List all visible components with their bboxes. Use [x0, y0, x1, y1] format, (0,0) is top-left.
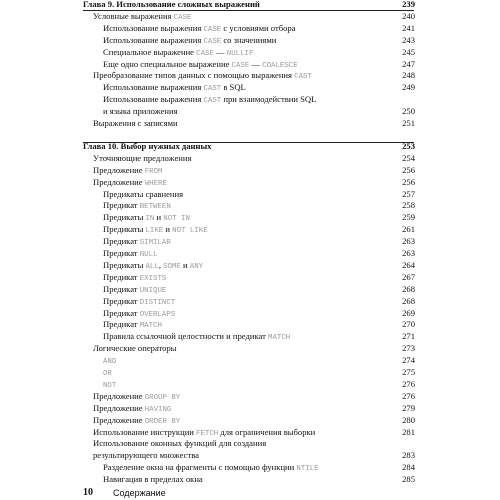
toc-text-part: Преобразование типов данных с помощью выражения	[93, 70, 295, 81]
toc-entry-title	[93, 342, 177, 354]
toc-text-part: Предикат	[103, 248, 140, 258]
toc-entry	[0, 117, 500, 129]
toc-entry	[0, 34, 500, 46]
toc-text-part: Глава 9. Использование сложных выражений	[83, 0, 260, 9]
sql-keyword: CASE	[173, 13, 192, 22]
toc-text-part: Предикат	[103, 295, 140, 306]
sql-keyword: NULLIF	[226, 49, 254, 58]
sql-keyword: CAST	[203, 85, 222, 94]
toc-text-part: Предложение	[93, 402, 145, 413]
toc-entry	[0, 473, 500, 485]
footer-section-label: Содержание	[113, 488, 166, 498]
toc-text-part: Использование оконных функций для создания	[93, 438, 267, 449]
toc-entry-title	[103, 188, 183, 200]
sql-keyword: NOT	[103, 381, 117, 390]
toc-page-number: 239	[402, 0, 415, 9]
chapter-10-rule	[83, 142, 414, 143]
toc-page-number: 241	[402, 22, 415, 33]
sql-keyword: NOT IN	[163, 215, 190, 224]
toc-text-part: Уточняющие предложения	[93, 152, 192, 163]
sql-keyword: COALESCE	[262, 61, 298, 70]
toc-page-number: 254	[402, 152, 415, 163]
toc-text-part: Предложение	[93, 164, 145, 175]
toc-page-number: 257	[402, 188, 415, 199]
sql-keyword: MATCH	[268, 334, 291, 343]
toc-text-part: для ограничения выборки	[218, 426, 316, 437]
toc-entry-title	[83, 0, 260, 10]
toc-chapter-heading	[0, 0, 500, 10]
toc-text-part: Использование выражения	[103, 94, 204, 105]
toc-page-number: 263	[402, 248, 415, 258]
toc-entry	[0, 93, 500, 105]
toc-text-part: и	[180, 259, 190, 270]
toc-text-part: с условиями отбора	[221, 22, 296, 33]
toc-page-number: 256	[402, 176, 415, 187]
toc-page-number: 261	[402, 224, 415, 235]
toc-entry	[0, 235, 500, 247]
toc-entry	[0, 449, 500, 461]
toc-entry	[0, 58, 500, 70]
toc-page-number: 279	[402, 402, 415, 413]
toc-text-part: Условные выражения	[93, 10, 174, 21]
sql-keyword: SIMILAR	[139, 239, 171, 248]
toc-text-part: Предикат	[103, 236, 140, 247]
toc-text-part: Еще одно специальное выражение	[103, 58, 232, 69]
sql-keyword: CAST	[294, 73, 312, 82]
toc-text-part: Глава 10. Выбор нужных данных	[83, 140, 212, 151]
toc-entry	[0, 259, 500, 271]
toc-text-part: Предикат	[103, 307, 140, 318]
toc-entry	[0, 318, 500, 330]
sql-keyword: SOME	[163, 262, 181, 271]
toc-entry	[0, 10, 500, 22]
toc-page-number: 270	[402, 319, 415, 330]
toc-page-number: 251	[402, 118, 415, 128]
toc-text-part: —	[213, 46, 227, 57]
toc-text-part: при взаимодействии SQL	[221, 94, 317, 105]
sql-keyword: NOT LIKE	[172, 227, 208, 236]
toc-page-number: 263	[402, 236, 415, 247]
sql-keyword: CAST	[203, 97, 222, 106]
sql-keyword: GROUP BY	[144, 393, 181, 402]
toc-text-part: —	[249, 58, 263, 69]
toc-entry	[0, 295, 500, 307]
chapter-9-rule	[83, 10, 414, 11]
toc-entry	[0, 307, 500, 319]
toc-text-part: Использование выражения	[103, 34, 204, 45]
sql-keyword: CASE	[231, 61, 250, 70]
toc-page-number: 247	[402, 58, 415, 69]
sql-keyword: ORDER BY	[144, 417, 181, 426]
sql-keyword: AND	[103, 358, 117, 367]
sql-keyword: ANY	[189, 262, 204, 271]
toc-text-part: ,	[158, 259, 164, 270]
sql-keyword: MATCH	[139, 322, 162, 331]
toc-text-part: в SQL	[221, 82, 246, 93]
toc-page-number: 273	[402, 343, 415, 354]
toc-entry	[0, 81, 500, 93]
toc-text-part: Использование инструкции	[93, 426, 197, 437]
toc-page-number: 283	[402, 450, 415, 461]
toc-text-part: Предикаты	[103, 212, 146, 223]
toc-page-number: 240	[402, 10, 415, 21]
toc-page-number: 259	[402, 212, 415, 223]
sql-keyword: CASE	[196, 49, 214, 58]
toc-entry	[0, 283, 500, 295]
toc-entry-title	[103, 473, 203, 485]
toc-text-part: Специальное выражение	[103, 46, 197, 57]
toc-page-number: 275	[402, 367, 415, 377]
sql-keyword: NTILE	[296, 465, 319, 474]
sql-keyword: CASE	[203, 37, 222, 46]
toc-text-part: Предложение	[93, 176, 145, 187]
toc-page-number: 267	[402, 271, 415, 282]
toc-page-number: 245	[402, 46, 415, 57]
toc-page-number: 258	[402, 200, 415, 211]
toc-entry	[0, 402, 500, 414]
toc-entry	[0, 105, 500, 117]
toc-text-part: и	[154, 212, 164, 223]
toc-entry	[0, 247, 500, 259]
toc-entry	[0, 211, 500, 223]
toc-text-part: Выражения с записями	[93, 118, 178, 128]
toc-entry	[0, 22, 500, 34]
toc-entry	[0, 152, 500, 164]
toc-page-number: 280	[402, 414, 415, 425]
sql-keyword: DISTINCT	[139, 298, 176, 307]
toc-text-part: Предикаты	[103, 224, 146, 235]
sql-keyword: LIKE	[145, 227, 164, 236]
toc-entry	[0, 46, 500, 58]
toc-entry	[0, 426, 500, 438]
sql-keyword: BETWEEN	[139, 203, 171, 212]
toc-entry	[0, 354, 500, 366]
toc-entry-title	[93, 449, 199, 461]
toc-entry	[0, 199, 500, 211]
toc-page-number: 248	[402, 70, 415, 81]
footer-page-number: 10	[83, 487, 93, 498]
sql-keyword: UNIQUE	[139, 286, 167, 295]
toc-text-part: Использование выражения	[103, 22, 204, 33]
sql-keyword: OR	[103, 370, 112, 378]
toc-text-part: Использование выражения	[103, 82, 204, 93]
toc-entry-title	[93, 117, 178, 129]
toc-text-part: и	[163, 224, 173, 235]
toc-page-number: 268	[402, 283, 415, 294]
toc-entry-title	[93, 152, 191, 164]
toc-page-number: 285	[402, 474, 415, 485]
toc-page-number: 268	[402, 295, 415, 306]
toc-entry	[0, 164, 500, 176]
toc-text-part: Предикат	[103, 271, 140, 282]
toc-entry	[0, 69, 500, 81]
toc-text-part: Правила ссылочной целостности и предикат	[103, 331, 269, 342]
toc-text-part: Предикаты сравнения	[103, 188, 184, 199]
toc-text-part: Предикат	[103, 319, 140, 330]
toc-page-number: 281	[402, 426, 415, 437]
toc-page-number: 269	[402, 307, 415, 318]
toc-entry	[0, 342, 500, 354]
toc-page-number: 243	[402, 34, 415, 45]
toc-text-part: со значениями	[221, 34, 277, 45]
toc-entry-title	[93, 437, 266, 449]
toc-page-number: 284	[402, 462, 415, 473]
toc-text-part: Логические операторы	[93, 343, 177, 354]
toc-entry-title	[103, 105, 178, 117]
toc-page-number: 271	[402, 331, 415, 342]
sql-keyword: FROM	[144, 167, 163, 176]
sql-keyword: NULL	[139, 251, 158, 259]
sql-keyword: HAVING	[144, 405, 172, 414]
toc-text-part: результирующего множества	[93, 450, 199, 461]
toc-page-number: 274	[402, 355, 415, 366]
toc-page-number: 253	[402, 140, 415, 151]
toc-text-part: Предложение	[93, 414, 145, 425]
toc-text-part: и языка приложения	[103, 106, 178, 117]
toc-text-part: Предложение	[93, 390, 145, 401]
sql-keyword: WHERE	[144, 179, 167, 188]
toc-page-number: 249	[402, 82, 415, 93]
toc-entry	[0, 271, 500, 283]
toc-page-number: 276	[402, 390, 415, 401]
toc-entry	[0, 461, 500, 473]
toc-entry	[0, 366, 500, 378]
toc-page-number: 276	[402, 378, 415, 389]
toc-entry	[0, 437, 500, 449]
toc-entry	[0, 330, 500, 342]
toc-text-part: Предикат	[103, 200, 140, 211]
sql-keyword: IN	[145, 215, 155, 224]
toc-entry	[0, 176, 500, 188]
toc-page-number: 256	[402, 164, 415, 175]
toc-entry	[0, 390, 500, 402]
sql-keyword: EXISTS	[139, 274, 167, 283]
sql-keyword: FETCH	[196, 429, 219, 438]
toc-text-part: Разделение окна на фрагменты с помощью функции	[103, 462, 297, 473]
toc-text-part: Предикаты	[103, 259, 146, 270]
sql-keyword: OVERLAPS	[139, 310, 176, 319]
toc-text-part: Предикат	[103, 283, 140, 294]
toc-entry	[0, 414, 500, 426]
toc-entry	[0, 223, 500, 235]
toc-entry	[0, 378, 500, 390]
sql-keyword: ALL	[145, 262, 159, 271]
toc-text-part: Навигация в пределах окна	[103, 474, 203, 485]
sql-keyword: CASE	[203, 25, 222, 34]
toc-entry	[0, 188, 500, 200]
toc-page-number: 250	[402, 106, 415, 117]
toc-page-number: 264	[402, 259, 415, 270]
